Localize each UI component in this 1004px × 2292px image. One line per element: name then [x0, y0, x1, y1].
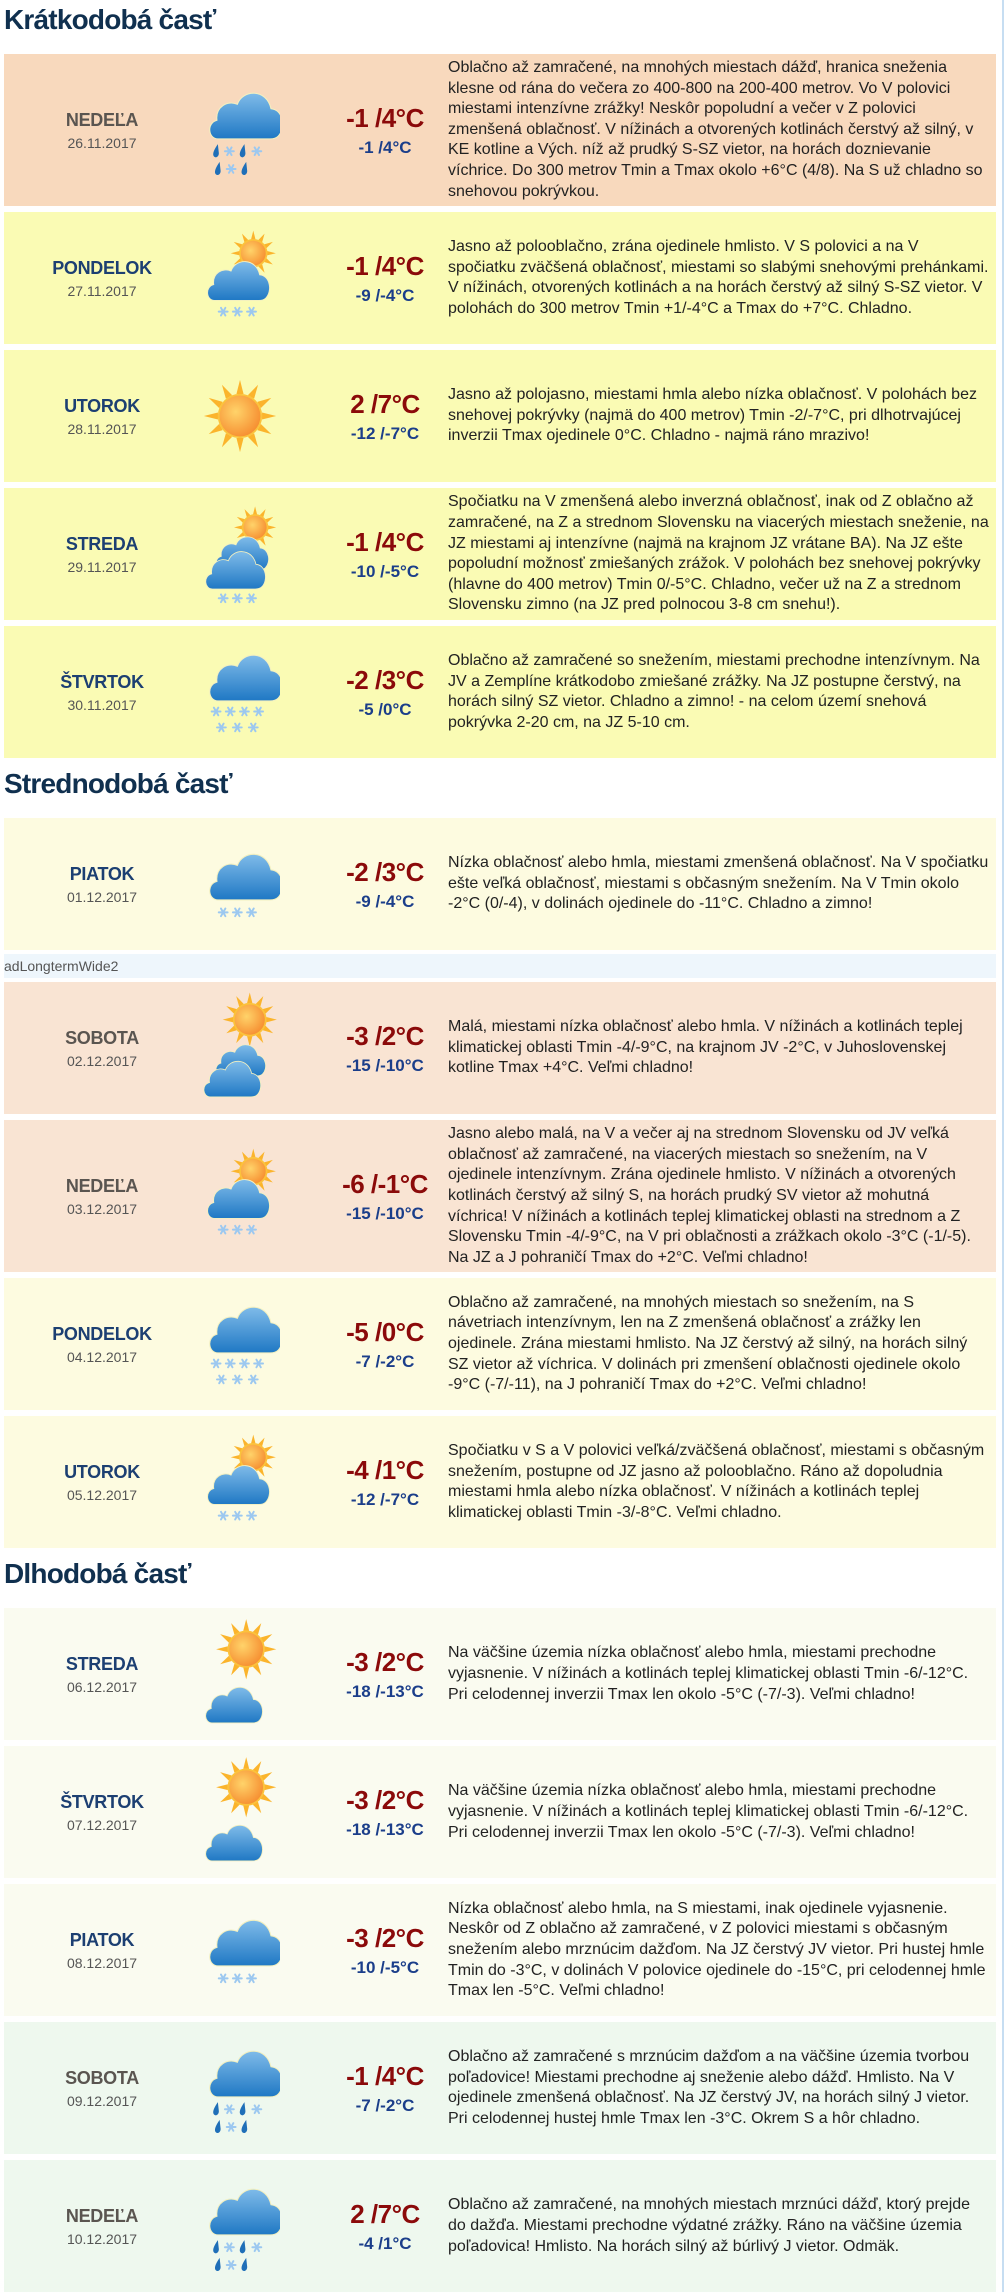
lowland-temperature: -3 /2°C: [346, 1646, 424, 1677]
valley-temperature: -12 /-7°C: [350, 423, 420, 443]
lowland-temperature: -3 /2°C: [346, 1020, 424, 1051]
cloud-heavy-snow-icon: [200, 1282, 292, 1406]
sun-cloud-snow-icon: [200, 1134, 292, 1258]
temperature-cell: [292, 2199, 448, 2254]
day-cell: [4, 534, 200, 575]
forecast-day-row: [4, 1746, 996, 1878]
day-date: 03.12.2017: [66, 1200, 138, 1217]
forecast-day-row: [4, 212, 996, 344]
day-name: NEDEĽA: [65, 109, 139, 130]
forecast-day-row: [4, 350, 996, 482]
forecast-description: Jasno až polooblačno, zrána ojedinele hmlisto. V S polovici a na V spočiatku zväčšená oblačnosť, miestami so slabými snehovými prehánkami. V nížinách, otvorených kotlinách a na horách čerstvý až silný S-SZ vietor. V polohách do 300 metrov Tmin +1/-4°C a Tmax do +7°C. Chladno.: [448, 237, 989, 317]
lowland-temperature: -3 /2°C: [346, 1784, 424, 1815]
lowland-temperature: -1 /4°C: [346, 102, 424, 133]
section-title: Dlhodobá časť: [4, 1558, 191, 1590]
section-title: Krátkodobá časť: [4, 4, 216, 35]
day-name: PIATOK: [69, 863, 135, 884]
sun-icon: [200, 354, 292, 478]
temperature-cell: [292, 2061, 448, 2116]
valley-temperature: -10 /-5°C: [350, 1957, 420, 1977]
sun-cloud-icon: [200, 1750, 292, 1874]
day-cell: [4, 1028, 200, 1069]
cloud-rain-snow-icon: [200, 68, 292, 192]
day-date: 30.11.2017: [67, 696, 137, 713]
lowland-temperature: -1 /4°C: [346, 2060, 424, 2091]
day-name: ŠTVRTOK: [60, 671, 144, 692]
lowland-temperature: -1 /4°C: [346, 526, 424, 557]
day-date: 05.12.2017: [66, 1486, 138, 1503]
temperature-cell: [292, 665, 448, 720]
lowland-temperature: -4 /1°C: [346, 1454, 424, 1485]
temperature-cell: [292, 1021, 448, 1076]
temperature-cell: [292, 1455, 448, 1510]
day-cell: [4, 1930, 200, 1971]
valley-temperature: -15 /-10°C: [346, 1055, 424, 1075]
day-name: ŠTVRTOK: [60, 1791, 144, 1812]
lowland-temperature: -2 /3°C: [346, 664, 424, 695]
section-title: Strednodobá časť: [4, 768, 232, 800]
valley-temperature: -12 /-7°C: [350, 1489, 420, 1509]
day-name: PONDELOK: [52, 1323, 152, 1344]
lowland-temperature: -2 /3°C: [346, 856, 424, 887]
day-cell: [4, 396, 200, 437]
sun-clouds-snow-icon: [200, 492, 292, 616]
day-name: NEDEĽA: [65, 1175, 139, 1196]
forecast-day-row: [4, 982, 996, 1114]
day-date: 09.12.2017: [66, 2092, 138, 2109]
lowland-temperature: -5 /0°C: [346, 1316, 424, 1347]
valley-temperature: -4 /1°C: [358, 2233, 412, 2253]
day-date: 10.12.2017: [66, 2230, 138, 2247]
temperature-cell: [292, 527, 448, 582]
day-name: UTOROK: [64, 395, 140, 416]
day-date: 02.12.2017: [66, 1052, 138, 1069]
day-cell: [4, 2068, 200, 2109]
cloud-rain-snow-icon: [200, 2026, 292, 2150]
valley-temperature: -7 /-2°C: [355, 2095, 415, 2115]
temperature-cell: [292, 389, 448, 444]
sun-clouds-icon: [200, 986, 292, 1110]
day-date: 06.12.2017: [66, 1678, 138, 1695]
lowland-temperature: -1 /4°C: [346, 250, 424, 281]
forecast-description: Jasno alebo malá, na V a večer aj na strednom Slovensku od JV veľká oblačnosť až zamračené, na viacerých miestach so snežením, na V ojedinele intenzívnym. Zrána ojedinele hmlisto. V nížinách a otvorených kotlinách čerstvý až silný S, na horách prudký SV vietor až mohutná víchrica! V nížinách a kotlinách teplej klimatickej oblasti na strednom a Z Slovensku Tmin -4/-9°C, na V pri oblačnosti a zrážkach okolo -3°C (-1/-5). Na JZ a J pohraničí Tmax do +2°C. Veľmi chladno!: [448, 1125, 971, 1266]
forecast-day-row: [4, 1884, 996, 2016]
forecast-day-row: [4, 818, 996, 950]
forecast-description: Jasno až polojasno, miestami hmla alebo nízka oblačnosť. V polohách bez snehovej pokrývky (najmä do 400 metrov) Tmin -2/-7°C, pri dlhotrvajúcej inverzii Tmax ojedinele 0°C. Chladno - najmä ráno mrazivo!: [448, 386, 977, 445]
valley-temperature: -1 /4°C: [358, 137, 412, 157]
forecast-description: Spočiatku na V zmenšená alebo inverzná oblačnosť, inak od Z oblačno až zamračené, na Z a strednom Slovensku na viacerých miestach sneženie, na JZ miestami aj intenzívne (najmä na krajnom JZ vrátane BA). Na JZ ešte popoludní možnosť zmiešaných zrážok. V polohách bez snehovej pokrývky (hlavne do 400 metrov) Tmin 0/-5°C. Chladno, večer už na Z a strednom Slovensku zimno (na JZ pred polnocou 3-8 cm snehu!).: [448, 493, 989, 614]
forecast-day-row: [4, 1278, 996, 1410]
forecast-description: Oblačno až zamračené so snežením, miestami prechodne intenzívnym. Na JV a Zemplíne krátkodobo zmiešané zrážky. Na JZ postupne čerstvý, na horách silný SZ vietor. Chladno a zimno! - na celom území snehová pokrývka 2-20 cm, na JZ 5-10 cm.: [448, 651, 980, 731]
valley-temperature: -7 /-2°C: [355, 1351, 415, 1371]
day-date: 08.12.2017: [66, 1954, 138, 1971]
valley-temperature: -18 /-13°C: [346, 1681, 424, 1701]
forecast-day-row: [4, 1608, 996, 1740]
day-cell: [4, 258, 200, 299]
forecast-day-row: [4, 1416, 996, 1548]
day-name: UTOROK: [64, 1461, 140, 1482]
day-date: 07.12.2017: [66, 1816, 138, 1833]
day-cell: [4, 1176, 200, 1217]
day-name: STREDA: [65, 1653, 139, 1674]
temperature-cell: [292, 1785, 448, 1840]
sun-cloud-snow-icon: [200, 1420, 292, 1544]
cloud-snow-icon: [200, 822, 292, 946]
lowland-temperature: 2 /7°C: [350, 388, 420, 419]
temperature-cell: [292, 1317, 448, 1372]
forecast-description: Oblačno až zamračené, na mnohých miestach mrznúci dážď, ktorý prejde do dažďa. Miestami prechodne výdatné zrážky. Ráno na väčšine územia poľadovica! Hmlisto. Na horách silný až búrlivý J vietor. Odmäk.: [448, 2196, 971, 2255]
forecast-description: Oblačno až zamračené, na mnohých miestach dážď, hranica sneženia klesne od rána do večera zo 400-800 na 200-400 metrov. Vo V polovici miestami intenzívne zrážky! Neskôr popoludní a večer v Z polovici zmenšená oblačnosť. V nížinách a otvorených kotlinách čerstvý až silný, v KE kotline a Vých. níž až prudký S-SZ vietor, na horách doznievanie víchrice. Do 300 metrov Tmin a Tmax okolo +6°C (4/8). Na S už chladno so snehovou pokrývkou.: [448, 59, 983, 200]
forecast-description: Oblačno až zamračené, na mnohých miestach so snežením, na S návetriach intenzívnym, len na Z zmenšená oblačnosť a zrážky len ojedinele. Zrána miestami hmlisto. Na JZ čerstvý až silný, na horách silný SZ vietor až víchrica. V dolinách pri zmenšení oblačnosti ojedinele okolo -9°C (-7/-11), na J pohraničí Tmax do +2°C. Veľmi chladno!: [448, 1293, 968, 1394]
lowland-temperature: -3 /2°C: [346, 1922, 424, 1953]
valley-temperature: -15 /-10°C: [346, 1203, 424, 1223]
lowland-temperature: 2 /7°C: [350, 2198, 420, 2229]
day-cell: [4, 672, 200, 713]
day-cell: [4, 2206, 200, 2247]
temperature-cell: [292, 1923, 448, 1978]
valley-temperature: -10 /-5°C: [350, 561, 420, 581]
day-cell: [4, 864, 200, 905]
day-date: 28.11.2017: [67, 420, 137, 437]
forecast-description: Spočiatku v S a V polovici veľká/zväčšená oblačnosť, miestami s občasným snežením, postupne od JZ jasno až polooblačno. Ráno až dopoludnia miestami hmla alebo nízka oblačnosť. V nížinách a kotlinách teplej klimatickej oblasti Tmin -3/-8°C. Veľmi chladno.: [448, 1442, 985, 1521]
valley-temperature: -5 /0°C: [358, 699, 412, 719]
temperature-cell: [292, 103, 448, 158]
temperature-cell: [292, 1647, 448, 1702]
ad-placeholder: adLongtermWide2: [4, 954, 996, 978]
forecast-day-row: [4, 54, 996, 206]
forecast-description: Oblačno až zamračené s mrznúcim dažďom a na väčšine územia tvorbou poľadovice! Miestami prechodne aj sneženie alebo dážď. Hmlisto. Na V ojedinele zmenšená oblačnosť. Na JZ čerstvý JV, na horách silný J vietor. Pri celodennej hustej hmle Tmax len -3°C. Okrem S a hôr chladno.: [448, 2048, 970, 2127]
forecast-description: Na väčšine územia nízka oblačnosť alebo hmla, miestami prechodne vyjasnenie. V nížinách a kotlinách teplej klimatickej oblasti Tmin -6/-12°C. Pri celodennej inverzii Tmax len okolo -5°C (-7/-3). Veľmi chladno!: [448, 1782, 969, 1841]
day-name: SOBOTA: [65, 1027, 139, 1048]
temperature-cell: [292, 251, 448, 306]
cloud-rain-snow-icon: [200, 2164, 292, 2288]
day-name: SOBOTA: [65, 2067, 139, 2088]
forecast-day-row: [4, 2160, 996, 2292]
forecast-description: Malá, miestami nízka oblačnosť alebo hmla. V nížinách a kotlinách teplej klimatickej oblasti Tmin -4/-9°C, na krajnom JV -2°C, v Juhoslovenskej kotline Tmax +4°C. Veľmi chladno!: [448, 1018, 963, 1077]
day-cell: [4, 1792, 200, 1833]
day-date: 26.11.2017: [67, 134, 137, 151]
forecast-day-row: [4, 2022, 996, 2154]
day-name: PONDELOK: [52, 257, 152, 278]
day-name: STREDA: [65, 533, 139, 554]
forecast-day-row: [4, 1120, 996, 1272]
day-cell: [4, 1324, 200, 1365]
temperature-cell: [292, 1169, 448, 1224]
sun-cloud-snow-icon: [200, 216, 292, 340]
forecast-description: Nízka oblačnosť alebo hmla, na S miestami, inak ojedinele vyjasnenie. Neskôr od Z oblačno až zamračené, v Z polovici miestami s občasným snežením alebo mrznúcim dažďom. Na JZ čerstvý JV vietor. Pri hustej hmle Tmin do -3°C, v dolinách V polovice ojedinele do -15°C, pri celodennej hmle Tmax len -5°C. Veľmi chladno!: [448, 1899, 986, 2000]
valley-temperature: -9 /-4°C: [355, 891, 415, 911]
day-date: 04.12.2017: [66, 1348, 138, 1365]
sun-cloud-icon: [200, 1612, 292, 1736]
day-cell: [4, 1654, 200, 1695]
lowland-temperature: -6 /-1°C: [342, 1168, 428, 1199]
forecast-description: Na väčšine územia nízka oblačnosť alebo hmla, miestami prechodne vyjasnenie. V nížinách a kotlinách teplej klimatickej oblasti Tmin -6/-12°C. Pri celodennej inverzii Tmax len okolo -5°C (-7/-3). Veľmi chladno!: [448, 1644, 969, 1703]
day-cell: [4, 1462, 200, 1503]
cloud-snow-icon: [200, 1888, 292, 2012]
day-date: 27.11.2017: [67, 282, 137, 299]
day-name: NEDEĽA: [65, 2205, 139, 2226]
day-name: PIATOK: [69, 1929, 135, 1950]
day-date: 29.11.2017: [67, 558, 137, 575]
valley-temperature: -9 /-4°C: [355, 285, 415, 305]
day-date: 01.12.2017: [66, 888, 138, 905]
forecast-day-row: [4, 488, 996, 620]
forecast-description: Nízka oblačnosť alebo hmla, miestami zmenšená oblačnosť. Na V spočiatku ešte veľká oblačnosť, miestami s občasným snežením. Na V Tmin okolo -2°C (0/-4), v dolinách ojedinele do -11°C. Chladno a zimno!: [448, 854, 989, 913]
day-cell: [4, 110, 200, 151]
cloud-heavy-snow-icon: [200, 630, 292, 754]
valley-temperature: -18 /-13°C: [346, 1819, 424, 1839]
temperature-cell: [292, 857, 448, 912]
forecast-day-row: [4, 626, 996, 758]
